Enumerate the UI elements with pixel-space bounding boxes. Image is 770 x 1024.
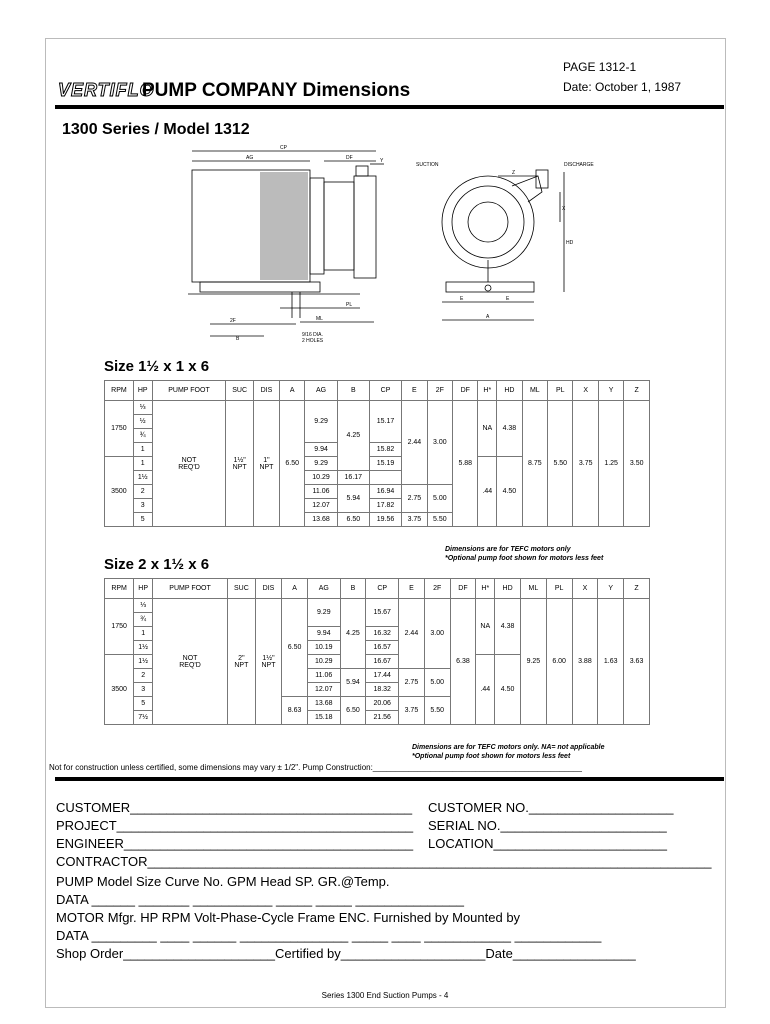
form-rule xyxy=(55,777,724,781)
col-b: B xyxy=(337,381,369,401)
label-e-right: E xyxy=(506,296,510,302)
col-a: A xyxy=(282,579,308,599)
page-date: Date: October 1, 1987 xyxy=(563,80,682,94)
df-cell: 5.88 xyxy=(453,401,478,527)
label-cp: CP xyxy=(280,145,287,151)
a-cell: 6.50 xyxy=(282,599,308,697)
ag-cell: 9.94 xyxy=(307,627,340,641)
col-df: DF xyxy=(453,381,478,401)
page-footer: Series 1300 End Suction Pumps - 4 xyxy=(321,991,449,1000)
ml-cell: 8.75 xyxy=(522,401,547,527)
table1-note-1: Dimensions are for TEFC motors only xyxy=(445,546,571,553)
pump-data-labels: PUMP Model Size Curve No. GPM Head SP. GR.@Temp. xyxy=(56,874,390,889)
cp-cell: 16.94 xyxy=(369,485,401,499)
df-cell: 6.38 xyxy=(450,599,476,725)
col-df: DF xyxy=(450,579,476,599)
size-heading-1: Size 1½ x 1 x 6 xyxy=(104,358,210,375)
col-z: Z xyxy=(624,579,650,599)
project-field: PROJECT_________________________________________ xyxy=(56,818,414,833)
label-2f: 2F xyxy=(230,318,236,324)
hp-cell: 2 xyxy=(134,669,153,683)
col-pump-foot: PUMP FOOT xyxy=(152,381,226,401)
brand-logo: VERTIFLO xyxy=(58,80,155,100)
label-ag: AG xyxy=(246,155,254,161)
col-e: E xyxy=(402,381,427,401)
cp-cell: 17.44 xyxy=(366,669,399,683)
ag-cell: 11.06 xyxy=(307,669,340,683)
table-header-row xyxy=(105,579,650,599)
dimension-table-2 xyxy=(104,578,650,725)
serial-no-field: SERIAL NO._______________________ xyxy=(428,818,667,833)
cp-cell: 15.17 xyxy=(369,401,401,443)
suc-cell: 2" NPT xyxy=(227,599,255,725)
col-pump-foot: PUMP FOOT xyxy=(153,579,228,599)
label-x: X xyxy=(562,206,566,212)
motor-adapter xyxy=(310,178,324,274)
col-hd: HD xyxy=(495,579,521,599)
table-row xyxy=(105,401,650,415)
col-ag: AG xyxy=(305,381,337,401)
hp-cell: 1 xyxy=(133,457,152,471)
col-b: B xyxy=(340,579,366,599)
col-hp: HP xyxy=(133,381,152,401)
hd-cell: 4.50 xyxy=(495,655,521,725)
e-cell: 3.75 xyxy=(399,697,425,725)
z-cell: 3.63 xyxy=(624,599,650,725)
label-holes-1: 9/16 DIA. xyxy=(302,332,323,338)
ag-cell: 9.29 xyxy=(307,599,340,627)
hp-cell: 1 xyxy=(134,627,153,641)
ag-cell: 11.06 xyxy=(305,485,337,499)
2f-cell: 5.00 xyxy=(427,485,452,513)
hp-cell: ½ xyxy=(133,415,152,429)
table2-note-1: Dimensions are for TEFC motors only. NA= not applicable xyxy=(412,744,605,751)
col-suc: SUC xyxy=(226,381,253,401)
e-cell: 2.44 xyxy=(399,599,425,669)
hp-cell: 5 xyxy=(133,513,152,527)
ag-cell: 10.19 xyxy=(307,641,340,655)
col-x: X xyxy=(573,381,598,401)
col-y: Y xyxy=(598,579,624,599)
discharge-flange xyxy=(536,170,548,188)
customer-field: CUSTOMER_______________________________________ xyxy=(56,800,413,815)
table-header-row xyxy=(105,381,650,401)
col-rpm: RPM xyxy=(105,381,134,401)
label-holes-2: 2 HOLES xyxy=(302,338,324,344)
ag-cell: 12.07 xyxy=(307,683,340,697)
pump-data-blanks: DATA ______ _______ ___________ _____ _____ _______________ xyxy=(56,892,464,907)
z-cell: 3.50 xyxy=(624,401,650,527)
table-row xyxy=(105,599,650,613)
col-h: H* xyxy=(476,579,495,599)
cp-cell: 18.32 xyxy=(366,683,399,697)
table2-notes xyxy=(412,743,604,761)
ag-cell: 15.18 xyxy=(307,711,340,725)
table2-note-2: *Optional pump foot shown for motors less feet xyxy=(412,753,571,760)
engineer-field: ENGINEER________________________________________ xyxy=(56,836,414,851)
cp-cell: 20.06 xyxy=(366,697,399,711)
cp-cell: 16.57 xyxy=(366,641,399,655)
rpm-cell: 3500 xyxy=(105,457,134,527)
hp-cell: 3 xyxy=(134,683,153,697)
a-cell: 8.63 xyxy=(282,697,308,725)
ag-cell: 10.29 xyxy=(305,471,337,485)
b-cell: 6.50 xyxy=(337,513,369,527)
size-heading-2: Size 2 x 1½ x 6 xyxy=(104,556,210,573)
hp-cell: 1½ xyxy=(133,471,152,485)
x-cell: 3.75 xyxy=(573,401,598,527)
ag-cell: 9.29 xyxy=(305,457,337,471)
col-2f: 2F xyxy=(427,381,452,401)
col-cp: CP xyxy=(369,381,401,401)
e-cell: 2.44 xyxy=(402,401,427,485)
2f-cell: 3.00 xyxy=(424,599,450,669)
ml-cell: 9.25 xyxy=(521,599,547,725)
col-dis: DIS xyxy=(253,381,279,401)
cp-cell: 16.67 xyxy=(366,655,399,669)
e-cell: 2.75 xyxy=(402,485,427,513)
hd-cell: 4.38 xyxy=(495,599,521,655)
dimension-table-1 xyxy=(104,380,650,527)
table1-notes xyxy=(445,545,603,563)
label-discharge: DISCHARGE xyxy=(564,162,594,168)
col-y: Y xyxy=(598,381,623,401)
pl-cell: 5.50 xyxy=(548,401,573,527)
rpm-cell: 1750 xyxy=(105,599,134,655)
pump-dimension-drawing xyxy=(160,142,620,354)
pump-front-outer xyxy=(442,176,534,268)
dis-cell: 1" NPT xyxy=(253,401,279,527)
a-cell: 6.50 xyxy=(279,401,304,527)
b-cell: 6.50 xyxy=(340,697,366,725)
col-a: A xyxy=(279,381,304,401)
ag-cell: 9.29 xyxy=(305,401,337,443)
col-ag: AG xyxy=(307,579,340,599)
ag-cell: 9.94 xyxy=(305,443,337,457)
hp-cell: ¾ xyxy=(134,613,153,627)
rpm-cell: 3500 xyxy=(105,655,134,725)
cp-cell: 17.82 xyxy=(369,499,401,513)
hp-cell: ⅓ xyxy=(133,401,152,415)
2f-cell: 5.50 xyxy=(424,697,450,725)
hp-cell: 1 xyxy=(133,443,152,457)
dis-cell: 1½" NPT xyxy=(255,599,281,725)
y-cell: 1.63 xyxy=(598,599,624,725)
rpm-cell: 1750 xyxy=(105,401,134,457)
e-cell: 3.75 xyxy=(402,513,427,527)
cp-cell: 15.82 xyxy=(369,443,401,457)
x-cell: 3.88 xyxy=(572,599,598,725)
shop-order-field: Shop Order_____________________Certified by____________________Date_________________ xyxy=(56,946,636,961)
y-cell: 1.25 xyxy=(598,401,623,527)
pump-casing-side xyxy=(324,182,354,270)
cp-cell: 16.17 xyxy=(337,471,369,485)
col-dis: DIS xyxy=(255,579,281,599)
pump-foot-cell: NOT REQ'D xyxy=(152,401,226,527)
customer-no-field: CUSTOMER NO.____________________ xyxy=(428,800,674,815)
h-cell: .44 xyxy=(476,655,495,725)
cp-cell: 21.56 xyxy=(366,711,399,725)
location-field: LOCATION________________________ xyxy=(428,836,668,851)
col-2f: 2F xyxy=(424,579,450,599)
col-x: X xyxy=(572,579,598,599)
col-ml: ML xyxy=(521,579,547,599)
col-hp: HP xyxy=(134,579,153,599)
label-df: DF xyxy=(346,155,353,161)
contractor-field: CONTRACTOR______________________________________________________________________________ xyxy=(56,854,712,869)
cp-cell: 15.19 xyxy=(369,457,401,471)
hd-cell: 4.38 xyxy=(497,401,522,457)
e-cell: 2.75 xyxy=(399,669,425,697)
col-ml: ML xyxy=(522,381,547,401)
hp-cell: 2 xyxy=(133,485,152,499)
label-z: Z xyxy=(512,170,516,176)
label-suction: SUCTION xyxy=(416,162,439,168)
hp-cell: 3 xyxy=(133,499,152,513)
label-hd: HD xyxy=(566,240,574,246)
motor-data-blanks: DATA _________ ____ ______ _______________ _____ ____ ____________ ____________ xyxy=(56,928,602,943)
pump-front-inner xyxy=(452,186,524,258)
cp-cell: 16.32 xyxy=(366,627,399,641)
pump-volute-side xyxy=(354,176,376,278)
2f-cell: 3.00 xyxy=(427,401,452,485)
col-z: Z xyxy=(624,381,650,401)
col-rpm: RPM xyxy=(105,579,134,599)
header-rule xyxy=(55,105,724,109)
suc-cell: 1½" NPT xyxy=(226,401,253,527)
h-cell: NA xyxy=(476,599,495,655)
b-cell: 5.94 xyxy=(337,485,369,513)
label-a: A xyxy=(486,314,490,320)
col-pl: PL xyxy=(548,381,573,401)
col-cp: CP xyxy=(366,579,399,599)
construction-disclaimer: Not for construction unless certified, some dimensions may vary ± 1/2". Pump Construction:_______________________________________________ xyxy=(49,763,582,772)
label-pl: PL xyxy=(346,302,353,308)
cp-cell: 15.67 xyxy=(366,599,399,627)
pl-cell: 6.00 xyxy=(546,599,572,725)
col-hd: HD xyxy=(497,381,522,401)
label-b: B xyxy=(236,336,240,342)
hp-cell: 1½ xyxy=(134,655,153,669)
table1-note-2: *Optional pump foot shown for motors less feet xyxy=(445,555,604,562)
col-pl: PL xyxy=(546,579,572,599)
label-y: Y xyxy=(380,158,384,164)
2f-cell: 5.00 xyxy=(424,669,450,697)
hp-cell: 5 xyxy=(134,697,153,711)
hp-cell: 1½ xyxy=(134,641,153,655)
col-suc: SUC xyxy=(227,579,255,599)
h-cell: .44 xyxy=(478,457,497,527)
ag-cell: 10.29 xyxy=(307,655,340,669)
h-cell: NA xyxy=(478,401,497,457)
b-cell: 5.94 xyxy=(340,669,366,697)
b-cell: 4.25 xyxy=(340,599,366,669)
page-number: PAGE 1312-1 xyxy=(563,60,637,74)
ag-cell: 13.68 xyxy=(307,697,340,711)
document-title: PUMP COMPANY Dimensions xyxy=(142,80,411,101)
hp-cell: ¾ xyxy=(133,429,152,443)
ag-cell: 13.68 xyxy=(305,513,337,527)
label-e-left: E xyxy=(460,296,464,302)
col-e: E xyxy=(399,579,425,599)
hd-cell: 4.50 xyxy=(497,457,522,527)
label-ml: ML xyxy=(316,316,323,322)
col-h: H* xyxy=(478,381,497,401)
hp-cell: 7½ xyxy=(134,711,153,725)
2f-cell: 5.50 xyxy=(427,513,452,527)
hp-cell: ⅓ xyxy=(134,599,153,613)
cp-cell: 19.56 xyxy=(369,513,401,527)
ag-cell: 12.07 xyxy=(305,499,337,513)
series-title: 1300 Series / Model 1312 xyxy=(62,121,250,138)
b-cell: 4.25 xyxy=(337,401,369,471)
pump-foot-cell: NOT REQ'D xyxy=(153,599,228,725)
motor-data-labels: MOTOR Mfgr. HP RPM Volt-Phase-Cycle Frame ENC. Furnished by Mounted by xyxy=(56,910,521,925)
